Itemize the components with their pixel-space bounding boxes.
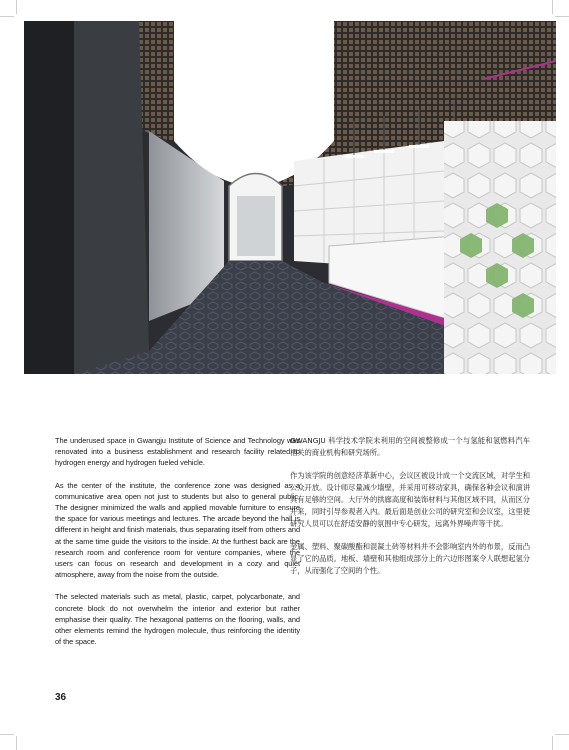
crop-mark-bottom-right	[555, 734, 569, 735]
chinese-paragraph-2: 作为该学院的创意经济革新中心，会议区被设计成一个交流区域，对学生和公众开放。设计师尽量减少墙壁，并采用可移动家具，确保各种会议和演讲具有足够的空间。大厅外的拱廊高度和装饰材料与其他区域不同，从而区分开来，同时引导参观者入内。最后面是创业公司的研究室和会议室，这里使研究人员可以在舒适安静的氛围中专心研发，远离外界噪声等干扰。	[290, 471, 530, 528]
chinese-text-column	[290, 435, 530, 588]
crop-mark-bottom-left	[0, 734, 14, 735]
crop-mark-bottom-left-v	[16, 736, 17, 750]
crop-mark-top-right-v	[552, 0, 553, 14]
page-number: 36	[55, 692, 67, 703]
english-paragraph-2: As the center of the institute, the conference zone was designed as a communicative area open not just to students but also to general public. The designer minimized the walls and applied movable furniture to ensure the space for various meetings and lectures. The arcade beyond the hall is different in height and finish materials, thus separating itself from others and at the same time guide the visitors to the inside. At the furthest back are the research room and conference room for venture companies, where the users can focus on research and development in a cozy and quiet atmosphere, away from the noise from the outside.	[55, 480, 300, 580]
english-text-column	[55, 435, 300, 658]
crop-mark-top-left-v	[16, 0, 17, 14]
english-paragraph-3: The selected materials such as metal, plastic, carpet, polycarbonate, and concrete block do not overwhelm the interior and exterior but rather emphasise their quality. The hexagonal patterns on the flooring, walls, and other elements remind the hydrogen molecule, thus reinforcing the identity of the space.	[55, 592, 300, 647]
crop-mark-top-right	[555, 16, 569, 17]
english-paragraph-1: The underused space in Gwangju Institute of Science and Technology was renovated into a business establishment and research facility related to hydrogen energy and hydrogen fueled vehicle.	[55, 436, 300, 468]
crop-mark-top-left	[0, 16, 14, 17]
interior-photo	[24, 21, 556, 374]
chinese-paragraph-3: 金属、塑料、聚碳酸酯和混凝土砖等材料并不会影响室内外的布景，反而凸显了它的品质。地板、墙壁和其他组成部分上的六边形图案令人联想起氢分子，从而强化了空间的个性。	[290, 542, 530, 575]
crop-mark-bottom-right-v	[552, 736, 553, 750]
corridor-illustration	[24, 21, 556, 374]
chinese-paragraph-1: GWANGJU 科学技术学院未利用的空间被整修成一个与氢能和氢燃料汽车相关的商业机构和研究场所。	[290, 436, 530, 457]
